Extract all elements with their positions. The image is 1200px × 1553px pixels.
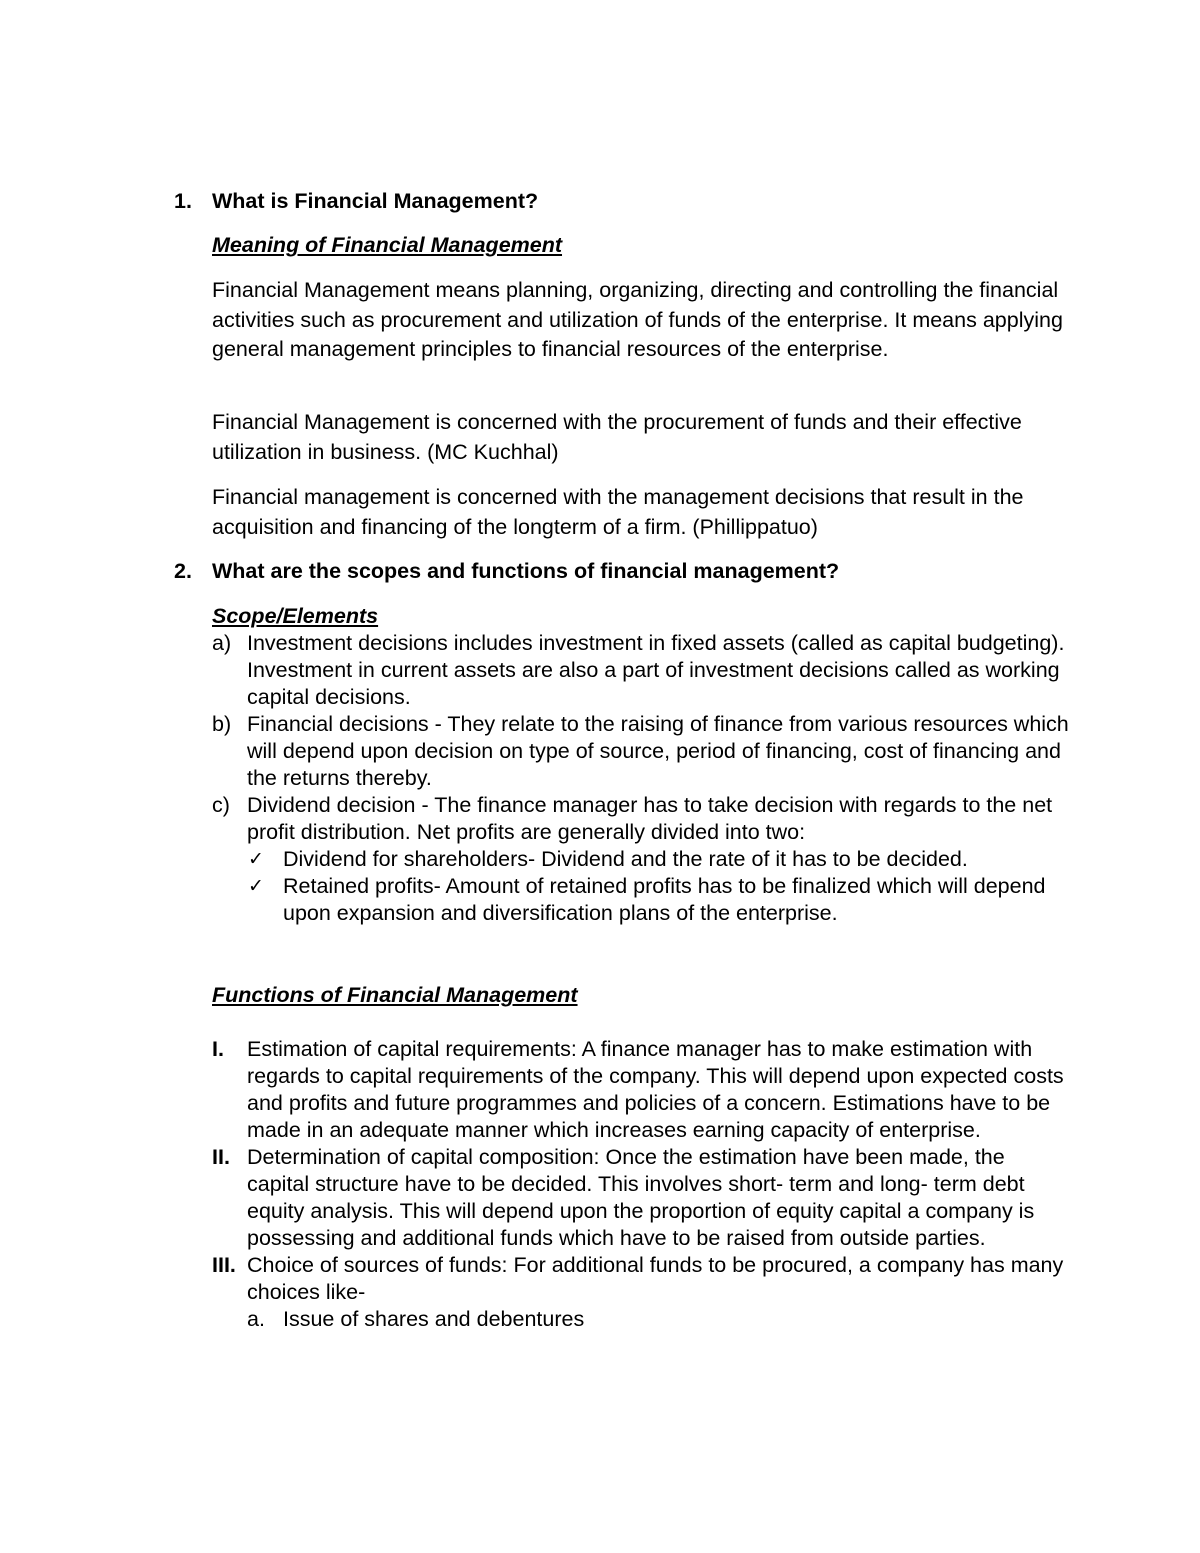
question-number: 2. <box>174 559 192 583</box>
list-item <box>212 1036 1072 1144</box>
scope-subheading: Scope/Elements <box>212 604 379 628</box>
list-item-text: Determination of capital composition: Once the estimation have been made, the capital structure have to be decided. This involves short- term and long- term debt equity analysis. This will depend upon the proportion of equity capital a company is possessing and additional funds which have to be raised from outside parties. <box>247 1145 1035 1250</box>
list-marker: a) <box>212 631 232 655</box>
list-item-text: Investment decisions includes investment in fixed assets (called as capital budgeting). Investment in current assets are also a part of investment decisions called as working capital decisions. <box>247 631 1065 709</box>
list-item <box>212 711 1072 792</box>
question-number: 1. <box>174 189 192 213</box>
checklist-item <box>247 873 1072 927</box>
scope-list <box>212 630 1072 927</box>
checklist-item-text: Retained profits- Amount of retained profits has to be finalized which will depend upon expansion and diversification plans of the enterprise. <box>283 874 1046 925</box>
list-item-text: Financial decisions - They relate to the raising of finance from various resources which will depend upon decision on type of source, period of financing, cost of financing and the returns thereby. <box>247 712 1069 790</box>
list-item <box>247 1306 1072 1333</box>
functions-subheading: Functions of Financial Management <box>212 983 578 1007</box>
list-marker: II. <box>212 1145 230 1169</box>
functions-list <box>212 1036 1072 1333</box>
paragraph-kuchhal: Financial Management is concerned with the procurement of funds and their effective utilization in business. (MC Kuchhal) <box>212 410 1022 464</box>
list-marker: III. <box>212 1253 236 1277</box>
checklist-item-text: Dividend for shareholders- Dividend and the rate of it has to be decided. <box>283 847 968 871</box>
list-item <box>212 1144 1072 1252</box>
list-marker: a. <box>247 1307 265 1331</box>
list-item-text: Dividend decision - The finance manager has to take decision with regards to the net profit distribution. Net profits are generally divided into two: <box>247 793 1053 844</box>
list-marker: I. <box>212 1037 224 1061</box>
list-marker: b) <box>212 712 232 736</box>
checkmark-icon: ✓ <box>248 875 264 897</box>
list-item-text: Issue of shares and debentures <box>283 1307 585 1331</box>
paragraph-definition: Financial Management means planning, organizing, directing and controlling the financial activities such as procurement and utilization of funds of the enterprise. It means applying general management principles to financial resources of the enterprise. <box>212 278 1063 361</box>
checkmark-icon: ✓ <box>248 848 264 870</box>
checklist-item <box>247 846 1072 873</box>
question-title: What are the scopes and functions of financial management? <box>212 559 840 583</box>
list-marker: c) <box>212 793 230 817</box>
question-2-heading <box>174 558 1074 585</box>
question-title: What is Financial Management? <box>212 189 539 213</box>
paragraph-phillippatuo: Financial management is concerned with the management decisions that result in the acquisition and financing of the longterm of a firm. (Phillippatuo) <box>212 485 1024 539</box>
list-item-text: Estimation of capital requirements: A finance manager has to make estimation with regards to capital requirements of the company. This will depend upon expected costs and profits and future programmes and policies of a concern. Estimations have to be made in an adequate manner which increases earning capacity of enterprise. <box>247 1037 1064 1142</box>
question-1-heading <box>174 188 1074 215</box>
list-item <box>212 1252 1072 1306</box>
list-item <box>212 630 1072 711</box>
meaning-subheading: Meaning of Financial Management <box>212 233 563 257</box>
list-item <box>212 792 1072 846</box>
list-item-text: Choice of sources of funds: For additional funds to be procured, a company has many choices like- <box>247 1253 1064 1304</box>
